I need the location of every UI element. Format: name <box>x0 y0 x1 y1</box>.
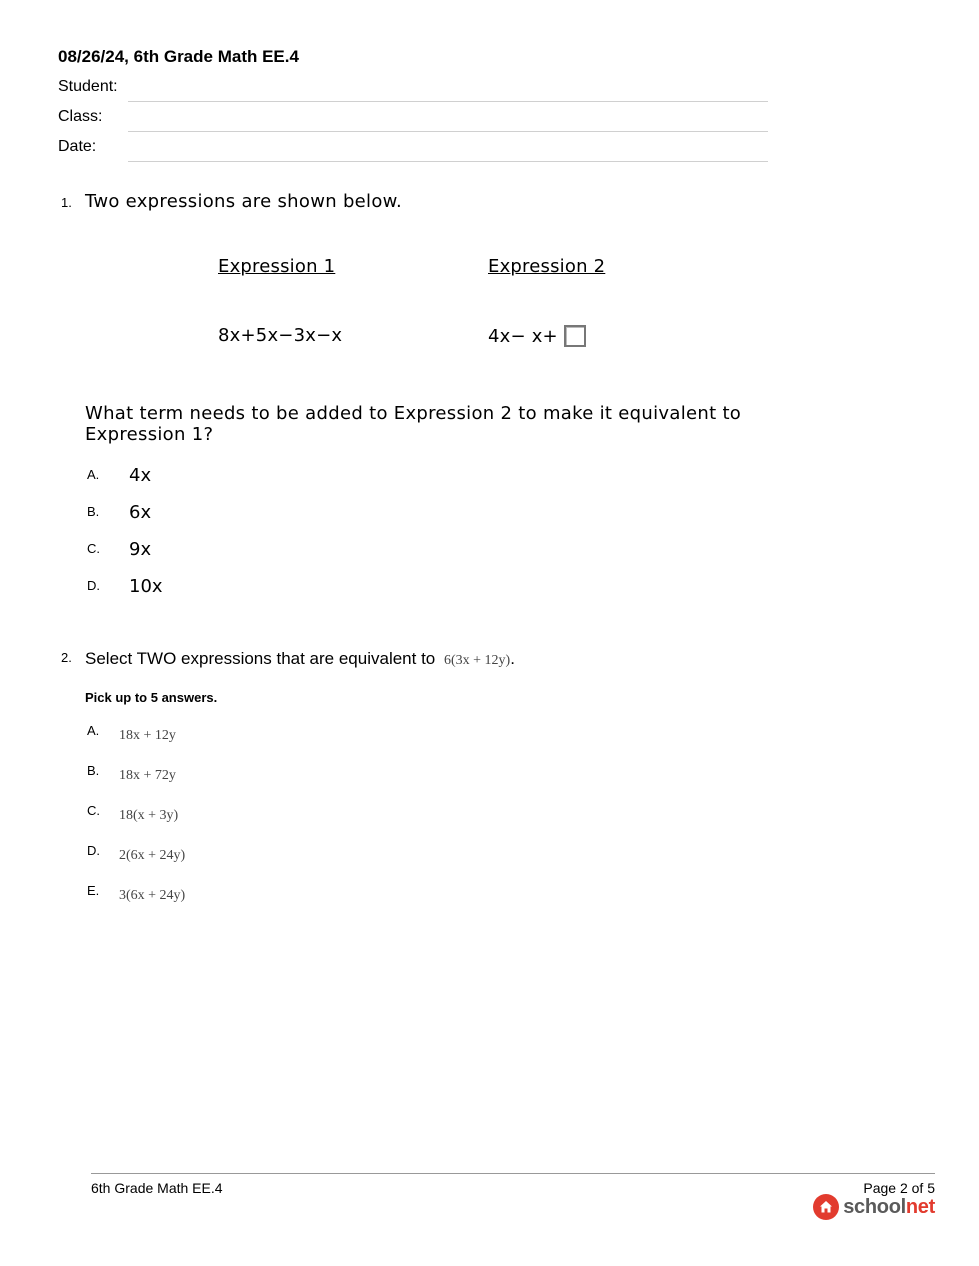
q2-option-e[interactable]: 3(6x + 24y) <box>119 888 186 903</box>
q1-option-c-letter: C. <box>87 541 100 556</box>
q2-option-d-letter: D. <box>87 843 100 858</box>
q2-option-b-letter: B. <box>87 763 100 778</box>
q2-option-b[interactable]: 18x + 72y <box>119 768 176 783</box>
pick-instruction: Pick up to 5 answers. <box>85 690 218 705</box>
question-2-text-container <box>85 649 515 669</box>
house-icon <box>813 1194 839 1220</box>
class-field-line <box>128 131 768 132</box>
class-label: Class: <box>58 108 103 125</box>
q2-option-a-letter: A. <box>87 723 100 738</box>
footer-title: 6th Grade Math EE.4 <box>91 1180 223 1196</box>
q1-option-a[interactable]: 4x <box>129 465 152 486</box>
question-1-text: Two expressions are shown below. <box>85 191 403 212</box>
blank-answer-box <box>564 325 586 347</box>
question-1-prompt: What term needs to be added to Expression 2 to make it equivalent to Expression 1? <box>85 403 742 445</box>
logo-wordmark: schoolnet <box>843 1195 935 1218</box>
q1-option-b[interactable]: 6x <box>129 502 152 523</box>
q2-option-c[interactable]: 18(x + 3y) <box>119 808 179 823</box>
q1-option-d-letter: D. <box>87 578 100 593</box>
q2-option-e-letter: E. <box>87 883 100 898</box>
schoolnet-logo <box>813 1194 935 1220</box>
question-2-number: 2. <box>61 650 72 665</box>
footer-divider <box>91 1173 935 1174</box>
q2-option-a[interactable]: 18x + 12y <box>119 728 176 743</box>
q1-option-c[interactable]: 9x <box>129 539 152 560</box>
q1-option-b-letter: B. <box>87 504 100 519</box>
expression-2-container <box>488 325 586 347</box>
page-title: 08/26/24, 6th Grade Math EE.4 <box>58 47 299 66</box>
page-number: Page 2 of 5 <box>863 1180 935 1196</box>
date-field-line <box>128 161 768 162</box>
question-2-trailing: . <box>510 649 515 668</box>
expression-1-value: 8x+5x−3x−x <box>218 325 343 346</box>
expression-2-heading: Expression 2 <box>488 256 606 277</box>
student-label: Student: <box>58 78 118 95</box>
question-1-number: 1. <box>61 195 72 210</box>
question-2-text: Select TWO expressions that are equivalent to <box>85 649 436 668</box>
q2-option-c-letter: C. <box>87 803 100 818</box>
q2-option-d[interactable]: 2(6x + 24y) <box>119 848 186 863</box>
expression-1-heading: Expression 1 <box>218 256 336 277</box>
q1-option-a-letter: A. <box>87 467 100 482</box>
date-label: Date: <box>58 138 97 155</box>
expression-2-value: 4x− x+ <box>488 326 558 347</box>
student-field-line <box>128 101 768 102</box>
question-2-target-expression: 6(3x + 12y) <box>444 653 511 668</box>
q1-option-d[interactable]: 10x <box>129 576 163 597</box>
